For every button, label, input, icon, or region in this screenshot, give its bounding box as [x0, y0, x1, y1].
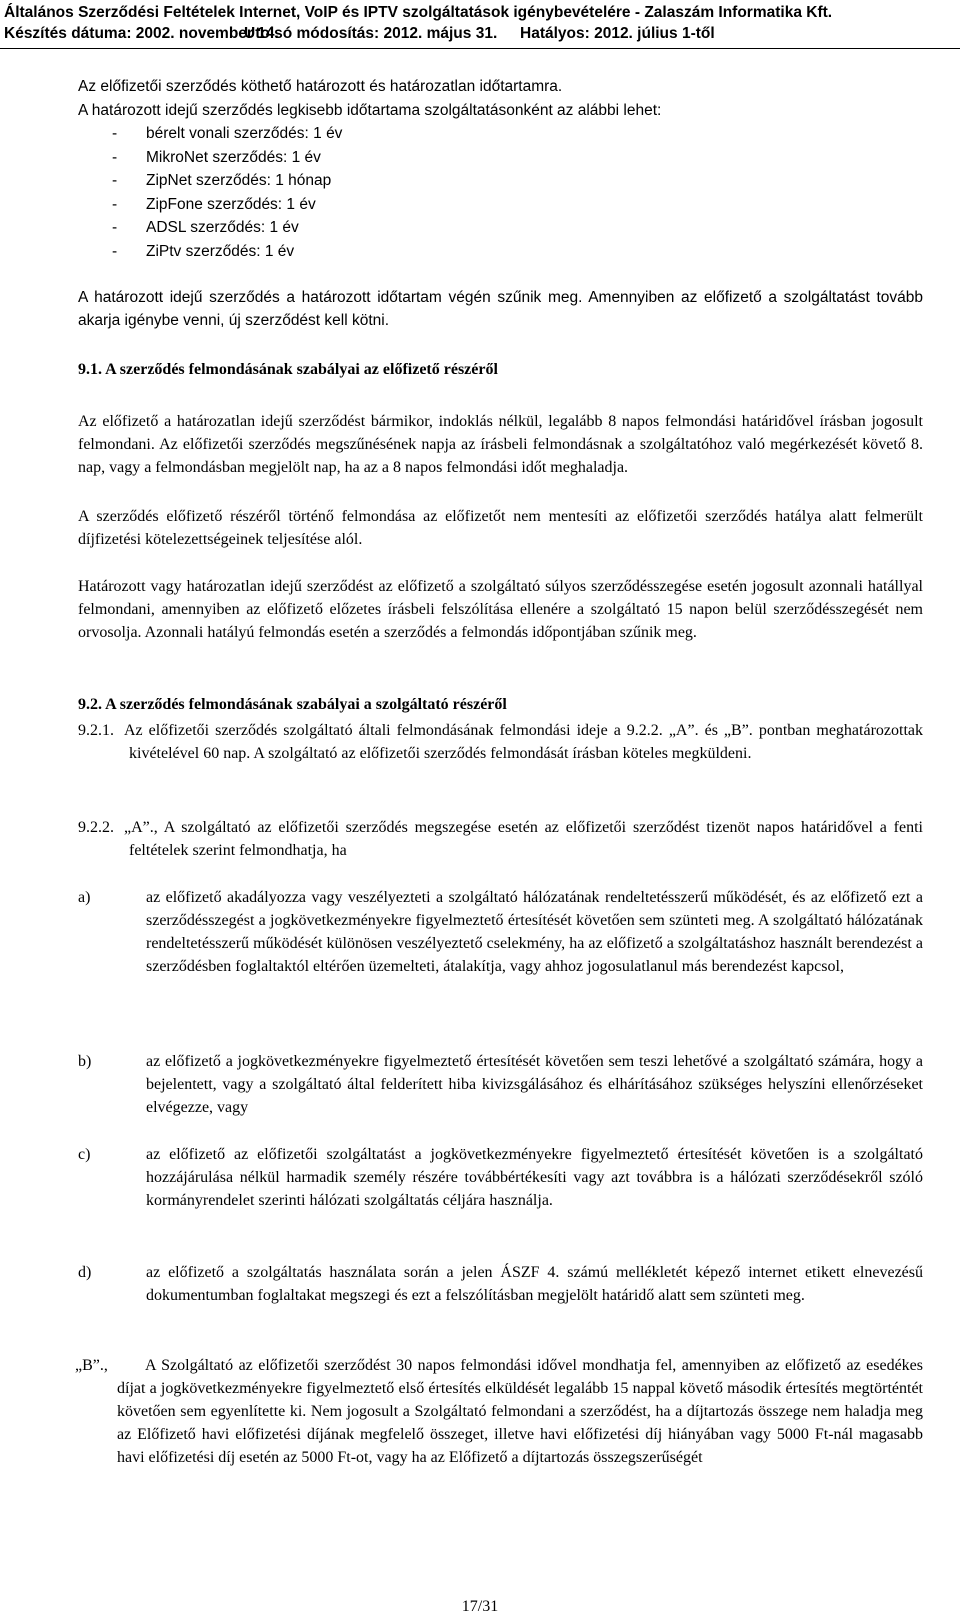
page-header — [0, 0, 960, 49]
section-9-2-heading: 9.2. A szerződés felmondásának szabályai a szolgáltató részéről — [78, 696, 507, 713]
section-9-2-2-number: 9.2.2. — [78, 819, 114, 836]
list-item-text: ZiPtv szerződés: 1 év — [146, 243, 295, 260]
section-9-1-heading: 9.1. A szerződés felmondásának szabályai az előfizető részéről — [78, 361, 498, 378]
list-item-text: ZipFone szerződés: 1 év — [146, 196, 316, 213]
item-d-label: d) — [78, 1264, 92, 1281]
header-dates — [0, 23, 960, 44]
item-a-label: a) — [78, 889, 91, 906]
item-c-text: az előfizető az előfizetői szolgáltatást a jogkövetkezményekre figyelmeztető értesítését követően is a szolgáltató hozzájárulása nélkül harmadik személy részére továbbértékesíti vagy azt továbbra is a hálózati szerződésekről szóló kormányrendelet szerinti hálózati szolgáltatás céljára használja. — [146, 1146, 923, 1209]
list-item — [112, 240, 512, 263]
header-title: Általános Szerződési Feltételek Internet, VoIP és IPTV szolgáltatások igénybevételére - Zalaszám Informatika Kft. — [4, 4, 833, 21]
section-9-2-2-text: „A”., A szolgáltató az előfizetői szerződés megszegése esetén az előfizetői szerződést tizenöt napos határidővel a fenti feltételek szerint felmondhatja, ha — [124, 819, 923, 859]
item-b-label: b) — [78, 1053, 92, 1070]
item-a-text: az előfizető akadályozza vagy veszélyezteti a szolgáltató hálózatának rendeltetésszerű működését, és az előfizető ezt a szerződésszegést a jogkövetkezményekre figyelmeztető értesítését követően sem szünteti meg. A szolgáltató hálózatának rendeltetésszerű működését különösen veszélyeztető cselekmény, ha az előfizető a szolgáltatáshoz használt berendezést a szerződésben foglaltaktól eltérően üzemelteti, átalakítja, vagy ahhoz jogosulatlanul más berendezést kapcsol, — [146, 889, 923, 975]
list-dash: - — [112, 243, 118, 260]
list-dash: - — [112, 219, 118, 236]
section-9-1-paragraph-2: A szerződés előfizető részéről történő felmondása az előfizetőt nem mentesíti az előfizetői szerződés hatálya alatt felmerült díjfizetési kötelezettségeinek teljesítése alól. — [78, 508, 923, 548]
list-item-text: bérelt vonali szerződés: 1 év — [146, 125, 343, 142]
list-dash: - — [112, 125, 118, 142]
list-dash: - — [112, 172, 118, 189]
list-item — [112, 216, 512, 239]
header-modified: Utolsó módosítás: 2012. május 31. — [244, 25, 498, 42]
section-9-2-1-number: 9.2.1. — [78, 722, 114, 739]
list-item — [112, 146, 512, 169]
section-9-2-1-text: Az előfizetői szerződés szolgáltató általi felmondásának felmondási ideje a 9.2.2. „A”. és „B”. pontban meghatározottak kivételével 60 nap. A szolgáltató az előfizetői szerződés felmondását írásban köteles megküldeni. — [124, 722, 923, 762]
item-b-text: az előfizető a jogkövetkezményekre figyelmeztető értesítését követően sem teszi lehetővé a szolgáltató számára, hogy a bejelentett, vagy a szolgáltató által felderített hiba kivizsgálásához és elhárításához szükséges helyszíni ellenőrzéseket elvégezze, vagy — [146, 1053, 923, 1116]
section-9-1-paragraph-1: Az előfizető a határozatlan idejű szerződést bármikor, indoklás nélkül, legalább 8 napos felmondási határidővel írásban jogosult felmondani. Az előfizetői szerződés megszűnésének napja az írásbeli felmondásnak a szolgáltatóhoz való megérkezését követő 8. nap, vagy a felmondásban megjelölt nap, ha az a 8 napos felmondási időt meghaladja. — [78, 413, 923, 476]
section-b-paragraph — [75, 1354, 923, 1469]
item-c-label: c) — [78, 1146, 91, 1163]
list-item-text: ADSL szerződés: 1 év — [146, 219, 299, 236]
intro-closing-paragraph: A határozott idejű szerződés a határozott időtartam végén szűnik meg. Amennyiben az előfizető a szolgáltatást tovább akarja igénybe venni, új szerződést kell kötni. — [78, 289, 923, 329]
section-b-label: „B”., — [75, 1357, 108, 1374]
list-item — [112, 122, 512, 145]
list-item — [112, 169, 512, 192]
header-effective: Hatályos: 2012. július 1-től — [520, 25, 715, 42]
section-9-1-paragraph-3: Határozott vagy határozatlan idejű szerződést az előfizető a szolgáltató súlyos szerződésszegése esetén jogosult azonnali hatállyal felmondani, amennyiben az előfizető előzetes írásbeli felszólítása ellenére a szolgáltató 15 napon belül szerződésszegését nem orvosolja. Azonnali hatályú felmondás esetén a szerződés a felmondás időpontjában szűnik meg. — [78, 578, 923, 641]
list-dash: - — [112, 196, 118, 213]
list-item-text: MikroNet szerződés: 1 év — [146, 149, 321, 166]
header-created: Készítés dátuma: 2002. november 14. — [4, 25, 279, 42]
intro-line-2: A határozott idejű szerződés legkisebb időtartama szolgáltatásonként az alábbi lehet: — [78, 102, 662, 119]
list-item-text: ZipNet szerződés: 1 hónap — [146, 172, 332, 189]
section-b-text: A Szolgáltató az előfizetői szerződést 30 napos felmondási idővel mondhatja fel, amennyiben az előfizető az esedékes díjat a jogkövetkezményekre figyelmeztető első értesítés elküldését legalább 15 nappal követő második értesítés megtörténtét követően sem egyenlítette ki. Nem jogosult a Szolgáltató felmondani a szerződést, ha a díjtartozás összege nem haladja meg az Előfizető havi előfizetési díjának megfelelő összeget, illetve havi előfizetési díj hiányában vagy 5000 Ft-nál magasabb havi előfizetési díj esetén az 5000 Ft-ot, vagy ha az Előfizető a díjtartozás összegszerűségét — [117, 1357, 923, 1466]
intro-line-1: Az előfizetői szerződés köthető határozott és határozatlan időtartamra. — [78, 78, 563, 95]
list-dash: - — [112, 149, 118, 166]
page-number: 17/31 — [461, 1598, 499, 1615]
list-item — [112, 193, 512, 216]
item-d-text: az előfizető a szolgáltatás használata során a jelen ÁSZF 4. számú mellékletét képező internet etikett elnevezésű dokumentumban foglaltakat megszegi és ezt a felszólításban megjelölt határidő alatt sem szünteti meg. — [146, 1264, 923, 1304]
